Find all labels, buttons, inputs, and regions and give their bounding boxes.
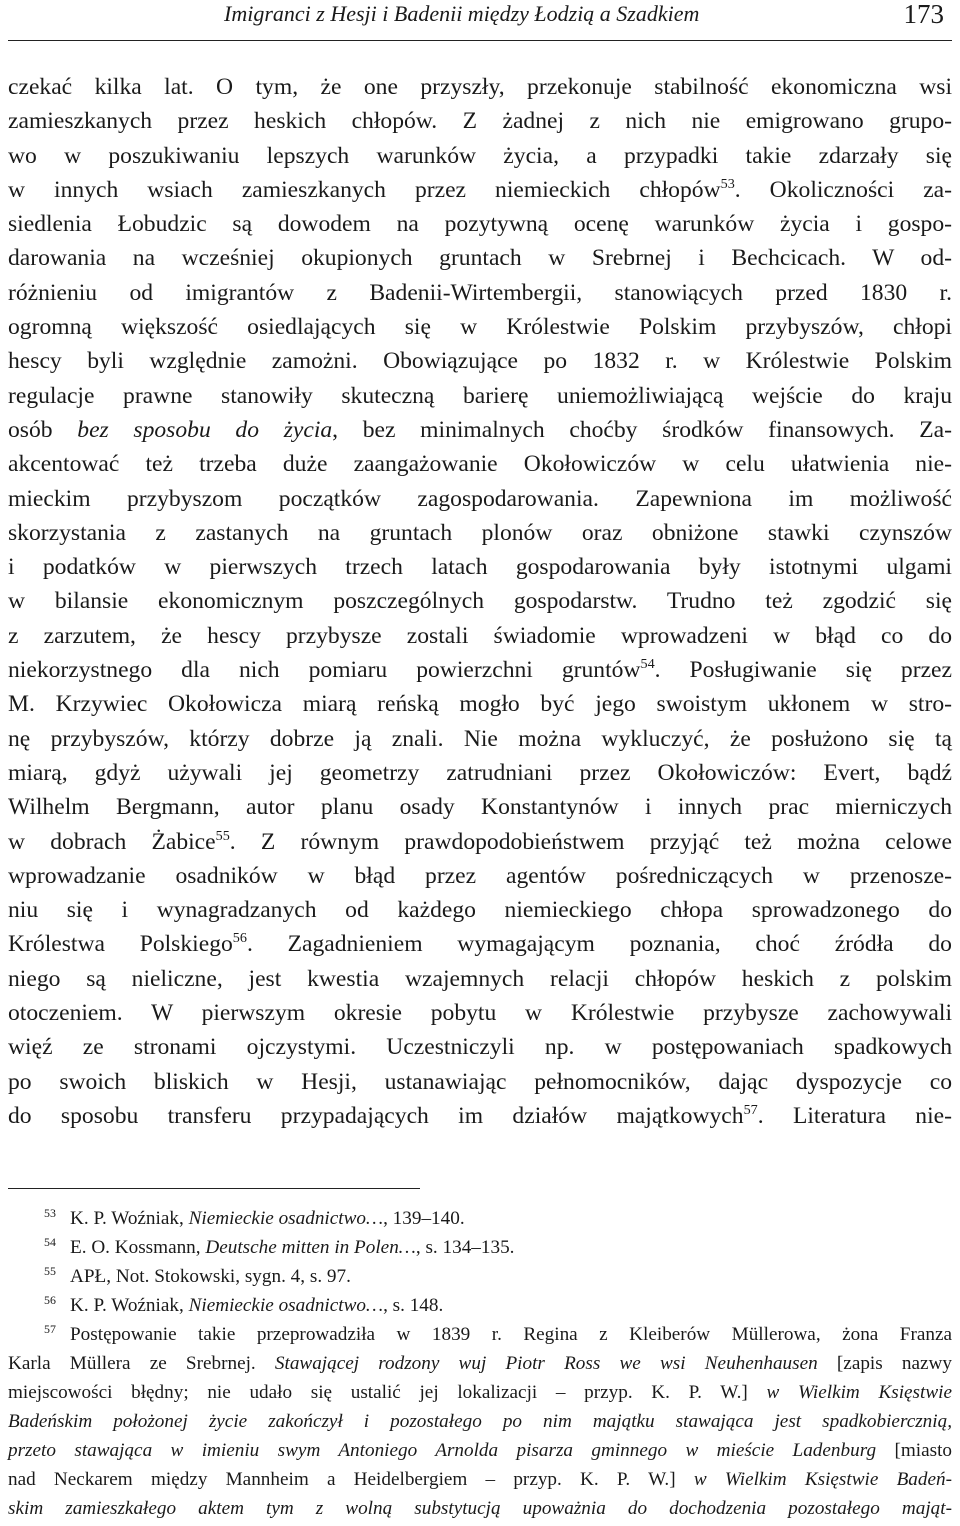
text-run: hescy byli względnie zamożni. Obowiązujące po 1832 r. w Królestwie Polskim <box>8 348 952 375</box>
footnote-line: 55 APŁ, Not. Stokowski, sygn. 4, s. 97. <box>44 1263 351 1287</box>
footnote-line <box>8 1407 952 1436</box>
text-run: nad Neckarem między Mannheim a Heidelbergiem – przyp. K. P. W.] <box>8 1469 694 1490</box>
italic-text: w Wielkim Księstwie <box>766 1382 952 1403</box>
text-run: ogromną większość osiedlających się w Królestwie Polskim przybyszów, chłopi <box>8 314 952 341</box>
footnote-line: 53 K. P. Woźniak, Niemieckie osadnictwo…, 139–140. <box>44 1205 465 1229</box>
text-line <box>8 70 952 104</box>
footnote-line <box>8 1465 952 1494</box>
text-run: wprowadzanie osadników w błąd przez agentów pośredniczących w przenosze- <box>8 862 952 889</box>
page-number: 173 <box>903 0 944 29</box>
italic-text: Deutsche mitten in Polen… <box>205 1237 416 1258</box>
text-run: więź ze stronami ojczystymi. Uczestniczyli np. w postępowaniach spadkowych <box>8 1034 952 1061</box>
text-run: , s. 134–135. <box>415 1237 515 1258</box>
text-line <box>8 447 952 481</box>
text-run: w dobrach Żabice <box>8 828 216 855</box>
main-text <box>8 70 952 1133</box>
footnote-line <box>8 1378 952 1407</box>
text-run: Karla Müllera ze Srebrnej. <box>8 1353 275 1374</box>
text-run: zamieszkanych przez heskich chłopów. Z żadnej z nich nie emigrowano grupo- <box>8 108 952 135</box>
text-line <box>8 550 952 584</box>
text-line <box>8 653 952 687</box>
italic-text: przeto stawająca w imieniu swym Antoniego Arnolda pisarza gminnego w mieście Ladenburg <box>8 1440 877 1461</box>
italic-text: Badeńskim położonej życie zakończył i pozostałego po nim majątku stawająca jest spadkobiercznią, <box>8 1411 952 1432</box>
italic-text: bez sposobu do życia <box>77 416 333 443</box>
text-line <box>8 756 952 790</box>
text-line <box>8 173 952 207</box>
footnote-line <box>8 1494 952 1523</box>
text-line <box>8 859 952 893</box>
text-run: M. Krzywiec Okołowicza miarą reńską mogło być jego swoistym ukłonem w stro- <box>8 691 952 718</box>
text-run: , bez minimalnych choćby środków finansowych. Za- <box>332 416 952 443</box>
text-line <box>8 310 952 344</box>
text-run: . Zagadnieniem wymagającym poznania, choć źródła do <box>246 931 952 958</box>
text-line <box>8 413 952 447</box>
text-run: osób <box>8 416 78 443</box>
text-line <box>8 825 952 859</box>
running-header <box>8 0 952 41</box>
text-line <box>8 996 952 1030</box>
text-line <box>8 516 952 550</box>
text-run: miarą, gdyż używali jej geometrzy zatrudniani przez Okołowiczów: Evert, bądź <box>8 759 952 786</box>
text-run: do sposobu transferu przypadających im działów majątkowych <box>8 1102 744 1129</box>
text-run: miejscowości błędny; nie udało się ustalić jej lokalizacji – przyp. K. P. W.] <box>8 1382 767 1403</box>
text-line <box>8 687 952 721</box>
text-run: APŁ, Not. Stokowski, sygn. 4, s. 97. <box>70 1266 351 1287</box>
text-line <box>8 962 952 996</box>
text-line <box>8 104 952 138</box>
footnote-line <box>8 1436 952 1465</box>
text-run: nę przybyszów, którzy dobrze ją znali. Nie można wykluczyć, że posłużono się tą <box>8 725 952 752</box>
text-run: Wilhelm Bergmann, autor planu osady Konstantynów i innych prac mierniczych <box>8 794 952 821</box>
footnote-line: 54 E. O. Kossmann, Deutsche mitten in Polen…, s. 134–135. <box>44 1234 515 1258</box>
text-run: , s. 148. <box>383 1295 444 1316</box>
text-line <box>8 241 952 275</box>
text-run: niekorzystnego dla nich pomiaru powierzchni gruntów <box>8 657 641 684</box>
text-run: [zapis nazwy <box>817 1353 952 1374</box>
text-line <box>8 139 952 173</box>
text-run: mieckim przybyszom początków zagospodarowania. Zapewniona im możliwość <box>8 485 952 512</box>
text-line <box>8 207 952 241</box>
text-run: akcentować też trzeba duże zaangażowanie Okołowiczów w celu ułatwienia nie- <box>8 451 952 478</box>
text-run: niego są nieliczne, jest kwestia wzajemnych relacji chłopów heskich z polskim <box>8 965 952 992</box>
text-line <box>8 790 952 824</box>
italic-text: w Wielkim Księstwie Badeń- <box>693 1469 952 1490</box>
text-run: niu się i wynagradzanych od każdego niemieckiego chłopa sprowadzonego do <box>8 897 952 924</box>
text-run: E. O. Kossmann, <box>70 1237 206 1258</box>
footnote-reference: 55 <box>215 827 230 844</box>
text-run: czekać kilka lat. O tym, że one przyszły, przekonuje stabilność ekonomiczna wsi <box>8 74 952 100</box>
footnote-line <box>8 1349 952 1378</box>
text-line <box>8 722 952 756</box>
text-run: . Literatura nie- <box>757 1102 952 1129</box>
text-run: K. P. Woźniak, <box>70 1208 189 1229</box>
text-line <box>8 379 952 413</box>
text-run: i podatków w pierwszych trzech latach gospodarowania były istotnymi ulgami <box>8 554 952 581</box>
text-line <box>8 619 952 653</box>
text-run: otoczeniem. W pierwszym okresie pobytu w Królestwie przybysze zachowywali <box>8 1000 952 1027</box>
text-line <box>8 893 952 927</box>
footnote-reference: 54 <box>640 655 655 672</box>
text-run: w innych wsiach zamieszkanych przez niemieckich chłopów <box>8 176 721 203</box>
footnote-separator <box>8 1188 420 1189</box>
footnote-line: 57 Postępowanie takie przeprowadziła w 1839 r. Regina z Kleiberów Müllerowa, żona Franza <box>44 1321 952 1345</box>
text-run: darowania na wcześniej okupionych gruntach w Srebrnej i Bechcicach. W od- <box>8 245 952 272</box>
text-line <box>8 344 952 378</box>
text-run: różnieniu od imigrantów z Badenii-Wirtembergii, stanowiących przed 1830 r. <box>8 279 952 306</box>
text-run: [miasto <box>876 1440 952 1461</box>
text-line <box>8 584 952 618</box>
italic-text: Niemieckie osadnictwo… <box>188 1295 384 1316</box>
footnote-line: 56 K. P. Woźniak, Niemieckie osadnictwo…, s. 148. <box>44 1292 444 1316</box>
text-run: Postępowanie takie przeprowadziła w 1839 r. Regina z Kleiberów Müllerowa, żona Franza <box>70 1324 952 1345</box>
text-line <box>8 482 952 516</box>
text-run: regulacje prawne stanowiły skuteczną barierę uniemożliwiającą wejście do kraju <box>8 382 952 409</box>
text-line <box>8 927 952 961</box>
text-run: wo w poszukiwaniu lepszych warunków życia, a przypadki takie zdarzały się <box>8 142 952 169</box>
text-run: skorzystania z zastanych na gruntach plonów oraz obniżone stawki czynszów <box>8 519 952 546</box>
text-run: z zarzutem, że hescy przybysze zostali świadomie wprowadzeni w błąd co do <box>8 622 952 649</box>
text-run: Królestwa Polskiego <box>8 931 233 958</box>
text-line <box>8 1099 952 1133</box>
italic-text: Niemieckie osadnictwo… <box>188 1208 384 1229</box>
text-line <box>8 276 952 310</box>
text-run: . Posługiwanie się przez <box>654 657 952 684</box>
text-run: , 139–140. <box>383 1208 465 1229</box>
text-run: K. P. Woźniak, <box>70 1295 189 1316</box>
footnote-reference: 53 <box>720 175 735 192</box>
running-title: Imigranci z Hesji i Badenii między Łodzią a Szadkiem <box>224 1 700 26</box>
text-run: . Okoliczności za- <box>734 176 952 203</box>
footnotes <box>8 1204 952 1523</box>
text-run: siedlenia Łobudzic są dowodem na pozytywną ocenę warunków życia i gospo- <box>8 211 952 238</box>
text-run: po swoich bliskich w Hesji, ustanawiając pełnomocników, dając dyspozycje co <box>8 1068 952 1095</box>
text-run: . Z równym prawdopodobieństwem przyjąć też można celowe <box>229 828 952 855</box>
text-line <box>8 1065 952 1099</box>
text-run: w bilansie ekonomicznym poszczególnych gospodarstw. Trudno też zgodzić się <box>8 588 952 615</box>
italic-text: skim zamieszkałego aktem tym z wolną substytucją upoważnia do dochodzenia pozostałego mająt- <box>8 1498 952 1519</box>
text-line <box>8 1030 952 1064</box>
italic-text: Stawającej rodzony wuj Piotr Ross we wsi Neuhenhausen <box>274 1353 818 1374</box>
footnote-reference: 56 <box>232 930 247 947</box>
footnote-reference: 57 <box>743 1101 758 1118</box>
